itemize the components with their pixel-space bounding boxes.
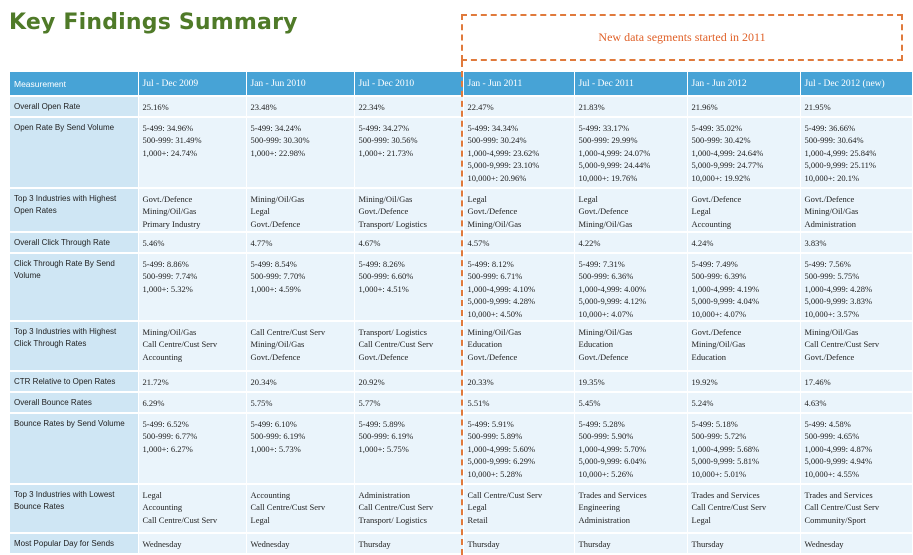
value-cell	[687, 371, 800, 392]
cell-line: 1,000+: 5.73%	[250, 443, 301, 454]
value-cell	[138, 484, 246, 533]
cell-line: 5-499: 35.02%	[691, 123, 743, 133]
value-cell	[687, 253, 800, 321]
cell-line: Mining/Oil/Gas	[691, 339, 746, 350]
value-cell	[463, 188, 574, 232]
cell-line: Govt./Defence	[358, 351, 409, 362]
value-cell	[354, 321, 463, 371]
value-cell	[246, 117, 354, 188]
value-cell	[574, 392, 687, 413]
cell-line: 5,000-9,999: 6.29%	[467, 456, 536, 467]
cell-line: Wednesday	[142, 539, 182, 550]
cell-line: 5.46%	[142, 238, 165, 248]
cell-line: Call Centre/Cust Serv	[250, 502, 326, 513]
value-cell	[463, 484, 574, 533]
cell-line: 500-999: 5.90%	[578, 431, 634, 442]
value-cell	[800, 321, 912, 371]
row-label: Open Rate By Send Volume	[10, 117, 138, 188]
cell-line: 10,000+: 20.96%	[467, 172, 527, 183]
value-cell	[687, 321, 800, 371]
value-cell	[463, 232, 574, 253]
value-cell	[138, 371, 246, 392]
cell-line: 5,000-9,999: 23.10%	[467, 160, 540, 171]
cell-line: 500-999: 6.39%	[691, 271, 747, 282]
cell-line: Govt./Defence	[691, 194, 742, 204]
cell-line: 21.95%	[804, 102, 831, 112]
cell-line: Administration	[804, 218, 856, 229]
cell-line: 5.51%	[467, 398, 490, 409]
value-cell	[800, 117, 912, 188]
cell-line: 1,000+: 5.32%	[142, 283, 193, 294]
value-cell	[246, 533, 354, 554]
cell-line: 1,000-4,999: 24.07%	[578, 147, 651, 158]
header-cell: Jul - Dec 2009	[138, 72, 246, 96]
cell-line: 4.77%	[250, 238, 273, 248]
cell-line: Call Centre/Cust Serv	[691, 502, 767, 513]
cell-line: Trades and Services	[578, 490, 647, 501]
cell-line: Thursday	[358, 539, 391, 550]
value-cell	[687, 232, 800, 253]
cell-line: 500-999: 6.19%	[358, 431, 414, 442]
cell-line: 10,000+: 19.92%	[691, 172, 751, 183]
value-cell	[800, 484, 912, 533]
cell-line: Thursday	[691, 539, 724, 550]
value-cell	[138, 533, 246, 554]
cell-line: 5,000-9,999: 24.44%	[578, 160, 651, 171]
cell-line: 1,000-4,999: 4.00%	[578, 283, 647, 294]
cell-line: 22.47%	[467, 102, 494, 112]
cell-line: 3.83%	[804, 238, 827, 248]
cell-line: Call Centre/Cust Serv	[358, 339, 434, 350]
header-cell: Jul - Dec 2012 (new)	[800, 72, 912, 96]
cell-line: 500-999: 30.24%	[467, 135, 527, 146]
cell-line: Call Centre/Cust Serv	[358, 502, 434, 513]
cell-line: 500-999: 30.64%	[804, 135, 864, 146]
cell-line: Trades and Services	[691, 490, 760, 501]
cell-line: 5-499: 6.10%	[250, 419, 297, 430]
cell-line: 5,000-9,999: 3.83%	[804, 296, 873, 307]
cell-line: 10,000+: 5.26%	[578, 468, 634, 479]
cell-line: Govt./Defence	[250, 351, 301, 362]
header-cell: Jan - Jun 2012	[687, 72, 800, 96]
value-cell	[138, 96, 246, 117]
cell-line: Govt./Defence	[804, 194, 855, 204]
cell-line: 1,000-4,999: 25.84%	[804, 147, 877, 158]
cell-line: Transport/ Logistics	[358, 327, 427, 338]
cell-line: 20.92%	[358, 377, 385, 388]
cell-line: Mining/Oil/Gas	[467, 218, 522, 229]
row-label: Overall Bounce Rates	[10, 392, 138, 413]
value-cell	[354, 413, 463, 484]
cell-line: Govt./Defence	[804, 351, 855, 362]
cell-line: 500-999: 5.75%	[804, 271, 860, 282]
cell-line: 1,000+: 5.75%	[358, 443, 409, 454]
cell-line: 17.46%	[804, 377, 831, 388]
value-cell	[463, 392, 574, 413]
cell-line: 500-999: 30.30%	[250, 135, 310, 146]
value-cell	[463, 96, 574, 117]
cell-line: Mining/Oil/Gas	[250, 339, 305, 350]
cell-line: Primary Industry	[142, 218, 201, 229]
cell-line: 5-499: 34.96%	[142, 123, 194, 133]
cell-line: 5-499: 36.66%	[804, 123, 856, 133]
value-cell	[138, 188, 246, 232]
cell-line: 10,000+: 19.76%	[578, 172, 638, 183]
value-cell	[246, 96, 354, 117]
row-label: CTR Relative to Open Rates	[10, 371, 138, 392]
page-title: Key Findings Summary	[9, 10, 298, 35]
cell-line: 19.35%	[578, 377, 605, 388]
cell-line: 5-499: 34.24%	[250, 123, 302, 133]
cell-line: Transport/ Logistics	[358, 514, 427, 525]
cell-line: 500-999: 6.77%	[142, 431, 198, 442]
cell-line: Legal	[250, 206, 270, 217]
value-cell	[246, 253, 354, 321]
cell-line: Education	[467, 339, 502, 350]
cell-line: 5-499: 6.52%	[142, 419, 189, 430]
row-label: Click Through Rate By Send Volume	[10, 253, 138, 321]
cell-line: 500-999: 4.65%	[804, 431, 860, 442]
cell-line: 5-499: 8.26%	[358, 259, 405, 269]
value-cell	[246, 371, 354, 392]
cell-line: Govt./Defence	[467, 206, 518, 217]
value-cell	[138, 117, 246, 188]
cell-line: 1,000+: 22.98%	[250, 147, 306, 158]
header-cell: Jul - Dec 2010	[354, 72, 463, 96]
cell-line: Govt./Defence	[358, 206, 409, 217]
cell-line: 1,000-4,999: 23.62%	[467, 147, 540, 158]
cell-line: 5-499: 5.28%	[578, 419, 625, 430]
row-label: Top 3 Industries with Highest Open Rates	[10, 188, 138, 232]
cell-line: 5.75%	[250, 398, 273, 409]
value-cell	[354, 253, 463, 321]
cell-line: 10,000+: 5.01%	[691, 468, 747, 479]
value-cell	[800, 232, 912, 253]
cell-line: 5-499: 7.56%	[804, 259, 851, 269]
value-cell	[574, 117, 687, 188]
value-cell	[687, 484, 800, 533]
cell-line: Govt./Defence	[691, 327, 742, 338]
cell-line: Accounting	[250, 490, 291, 501]
value-cell	[800, 188, 912, 232]
value-cell	[354, 117, 463, 188]
cell-line: 5,000-9,999: 25.11%	[804, 160, 876, 171]
cell-line: 10,000+: 4.07%	[691, 308, 747, 319]
cell-line: 5.77%	[358, 398, 381, 409]
row-label: Top 3 Industries with Lowest Bounce Rates	[10, 484, 138, 533]
cell-line: Administration	[578, 514, 630, 525]
cell-line: Accounting	[691, 218, 732, 229]
cell-line: 22.34%	[358, 102, 385, 112]
cell-line: 500-999: 5.72%	[691, 431, 747, 442]
row-label: Most Popular Day for Sends	[10, 533, 138, 554]
cell-line: 5-499: 34.27%	[358, 123, 410, 133]
value-cell	[354, 533, 463, 554]
cell-line: 500-999: 7.74%	[142, 271, 198, 282]
cell-line: Thursday	[467, 539, 500, 550]
cell-line: 5-499: 33.17%	[578, 123, 630, 133]
cell-line: 5-499: 8.54%	[250, 259, 297, 269]
value-cell	[800, 533, 912, 554]
cell-line: Legal	[142, 490, 162, 501]
cell-line: 5,000-9,999: 4.12%	[578, 296, 647, 307]
value-cell	[463, 253, 574, 321]
cell-line: 4.57%	[467, 238, 490, 248]
cell-line: 1,000+: 24.74%	[142, 147, 198, 158]
cell-line: Wednesday	[804, 539, 844, 550]
value-cell	[354, 96, 463, 117]
value-cell	[354, 232, 463, 253]
cell-line: 10,000+: 4.07%	[578, 308, 634, 319]
cell-line: Engineering	[578, 502, 621, 513]
value-cell	[138, 413, 246, 484]
cell-line: 4.67%	[358, 238, 381, 248]
cell-line: 5.45%	[578, 398, 601, 409]
cell-line: 5-499: 5.18%	[691, 419, 738, 430]
value-cell	[138, 392, 246, 413]
value-cell	[246, 413, 354, 484]
cell-line: Legal	[691, 206, 711, 217]
value-cell	[687, 188, 800, 232]
cell-line: Mining/Oil/Gas	[142, 327, 197, 338]
value-cell	[574, 371, 687, 392]
cell-line: 10,000+: 3.57%	[804, 308, 860, 319]
value-cell	[574, 232, 687, 253]
cell-line: 1,000-4,999: 4.19%	[691, 283, 760, 294]
cell-line: Call Centre/Cust Serv	[142, 339, 218, 350]
cell-line: 4.22%	[578, 238, 601, 248]
row-label: Overall Click Through Rate	[10, 232, 138, 253]
value-cell	[138, 321, 246, 371]
cell-line: Call Centre/Cust Serv	[142, 514, 218, 525]
cell-line: 5-499: 8.86%	[142, 259, 189, 269]
cell-line: 5-499: 5.89%	[358, 419, 405, 430]
value-cell	[574, 533, 687, 554]
cell-line: 21.72%	[142, 377, 169, 388]
cell-line: 10,000+: 5.28%	[467, 468, 523, 479]
value-cell	[574, 253, 687, 321]
value-cell	[246, 232, 354, 253]
value-cell	[246, 392, 354, 413]
cell-line: 5,000-9,999: 4.28%	[467, 296, 536, 307]
value-cell	[354, 188, 463, 232]
cell-line: 500-999: 7.70%	[250, 271, 306, 282]
cell-line: 500-999: 6.60%	[358, 271, 414, 282]
cell-line: Call Centre/Cust Serv	[250, 327, 326, 338]
cell-line: 5.24%	[691, 398, 714, 409]
header-cell: Measurement	[10, 72, 138, 96]
cell-line: Retail	[467, 514, 488, 525]
cell-line: Wednesday	[250, 539, 290, 550]
cell-line: Call Centre/Cust Serv	[467, 490, 543, 501]
value-cell	[463, 371, 574, 392]
row-label: Top 3 Industries with Highest Click Through Rates	[10, 321, 138, 371]
value-cell	[463, 321, 574, 371]
value-cell	[800, 253, 912, 321]
cell-line: Mining/Oil/Gas	[142, 206, 197, 217]
value-cell	[354, 392, 463, 413]
row-label: Bounce Rates by Send Volume	[10, 413, 138, 484]
cell-line: Trades and Services	[804, 490, 873, 501]
cell-line: Thursday	[578, 539, 611, 550]
cell-line: 500-999: 30.42%	[691, 135, 751, 146]
cell-line: 500-999: 30.56%	[358, 135, 418, 146]
cell-line: 10,000+: 20.1%	[804, 172, 860, 183]
cell-line: 21.83%	[578, 102, 605, 112]
cell-line: Mining/Oil/Gas	[804, 327, 859, 338]
value-cell	[574, 484, 687, 533]
cell-line: 1,000-4,999: 5.60%	[467, 443, 536, 454]
cell-line: Administration	[358, 490, 410, 501]
cell-line: 25.16%	[142, 102, 169, 112]
cell-line: Call Centre/Cust Serv	[804, 502, 880, 513]
cell-line: Legal	[578, 194, 598, 204]
value-cell	[800, 371, 912, 392]
cell-line: 4.63%	[804, 398, 827, 409]
value-cell	[574, 96, 687, 117]
value-cell	[687, 392, 800, 413]
header-cell: Jul - Dec 2011	[574, 72, 687, 96]
cell-line: 5-499: 7.49%	[691, 259, 738, 269]
value-cell	[463, 117, 574, 188]
cell-line: Education	[578, 339, 613, 350]
value-cell	[138, 253, 246, 321]
cell-line: 6.29%	[142, 398, 165, 409]
cell-line: 1,000+: 4.51%	[358, 283, 409, 294]
cell-line: 1,000-4,999: 4.87%	[804, 443, 873, 454]
value-cell	[687, 533, 800, 554]
value-cell	[800, 392, 912, 413]
cell-line: 1,000+: 6.27%	[142, 443, 193, 454]
value-cell	[354, 484, 463, 533]
cell-line: 5,000-9,999: 24.77%	[691, 160, 764, 171]
value-cell	[463, 413, 574, 484]
cell-line: Education	[691, 351, 726, 362]
value-cell	[574, 188, 687, 232]
row-label: Overall Open Rate	[10, 96, 138, 117]
cell-line: Mining/Oil/Gas	[578, 218, 633, 229]
cell-line: 21.96%	[691, 102, 718, 112]
cell-line: 500-999: 5.89%	[467, 431, 523, 442]
cell-line: 5,000-9,999: 5.81%	[691, 456, 760, 467]
new-segments-callout	[461, 14, 903, 61]
cell-line: Mining/Oil/Gas	[578, 327, 633, 338]
cell-line: Govt./Defence	[142, 194, 193, 204]
cell-line: 500-999: 6.36%	[578, 271, 634, 282]
cell-line: Transport/ Logistics	[358, 218, 427, 229]
cell-line: Legal	[467, 502, 487, 513]
cell-line: 19.92%	[691, 377, 718, 388]
cell-line: 1,000-4,999: 24.64%	[691, 147, 764, 158]
cell-line: 5,000-9,999: 4.04%	[691, 296, 760, 307]
cell-line: Legal	[250, 514, 270, 525]
cell-line: 500-999: 6.71%	[467, 271, 523, 282]
new-segments-divider	[461, 61, 463, 555]
header-cell: Jan - Jun 2011	[463, 72, 574, 96]
value-cell	[687, 96, 800, 117]
cell-line: Accounting	[142, 502, 183, 513]
value-cell	[246, 484, 354, 533]
value-cell	[687, 413, 800, 484]
cell-line: Govt./Defence	[250, 218, 301, 229]
cell-line: 5-499: 5.91%	[467, 419, 514, 430]
cell-line: 20.33%	[467, 377, 494, 388]
cell-line: 1,000-4,999: 5.68%	[691, 443, 760, 454]
cell-line: 23.48%	[250, 102, 277, 112]
cell-line: Mining/Oil/Gas	[804, 206, 859, 217]
value-cell	[800, 413, 912, 484]
cell-line: 500-999: 31.49%	[142, 135, 202, 146]
cell-line: 5-499: 34.34%	[467, 123, 519, 133]
cell-line: Govt./Defence	[467, 351, 518, 362]
cell-line: 1,000+: 4.59%	[250, 283, 301, 294]
cell-line: Govt./Defence	[578, 351, 629, 362]
cell-line: 5-499: 4.58%	[804, 419, 851, 430]
cell-line: 4.24%	[691, 238, 714, 248]
value-cell	[574, 321, 687, 371]
cell-line: 500-999: 29.99%	[578, 135, 638, 146]
cell-line: Mining/Oil/Gas	[250, 194, 305, 204]
cell-line: 5,000-9,999: 6.04%	[578, 456, 647, 467]
cell-line: 1,000+: 21.73%	[358, 147, 414, 158]
cell-line: 10,000+: 4.55%	[804, 468, 860, 479]
header-cell: Jan - Jun 2010	[246, 72, 354, 96]
cell-line: 1,000-4,999: 5.70%	[578, 443, 647, 454]
cell-line: Legal	[467, 194, 487, 204]
value-cell	[354, 371, 463, 392]
cell-line: 5-499: 7.31%	[578, 259, 625, 269]
cell-line: 10,000+: 4.50%	[467, 308, 523, 319]
cell-line: Mining/Oil/Gas	[467, 327, 522, 338]
callout-text: New data segments started in 2011	[598, 30, 766, 44]
cell-line: 1,000-4,999: 4.28%	[804, 283, 873, 294]
cell-line: Mining/Oil/Gas	[358, 194, 413, 204]
cell-line: Govt./Defence	[578, 206, 629, 217]
value-cell	[687, 117, 800, 188]
value-cell	[800, 96, 912, 117]
value-cell	[463, 533, 574, 554]
value-cell	[574, 413, 687, 484]
value-cell	[246, 188, 354, 232]
cell-line: Accounting	[142, 351, 183, 362]
cell-line: 500-999: 6.19%	[250, 431, 306, 442]
cell-line: 5,000-9,999: 4.94%	[804, 456, 873, 467]
cell-line: 5-499: 8.12%	[467, 259, 514, 269]
value-cell	[246, 321, 354, 371]
cell-line: 1,000-4,999: 4.10%	[467, 283, 536, 294]
cell-line: Call Centre/Cust Serv	[804, 339, 880, 350]
cell-line: Legal	[691, 514, 711, 525]
value-cell	[138, 232, 246, 253]
cell-line: 20.34%	[250, 377, 277, 388]
cell-line: Community/Sport	[804, 514, 866, 525]
